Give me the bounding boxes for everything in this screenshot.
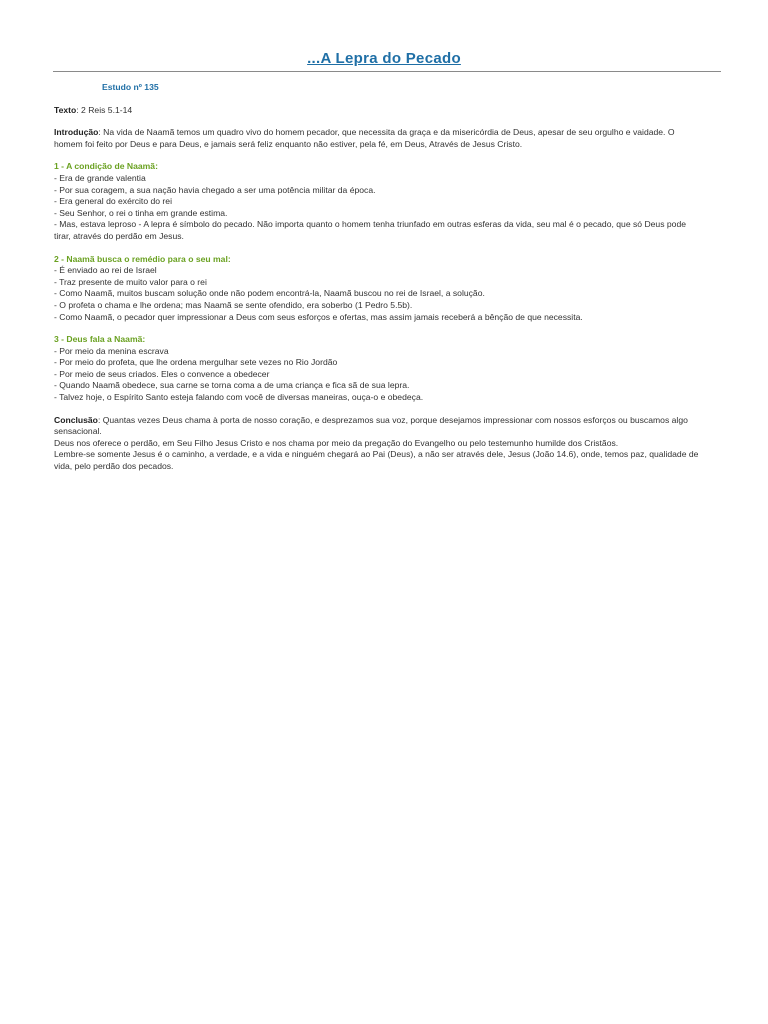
list-item: - Por meio da menina escrava xyxy=(54,345,169,356)
page-title: ...A Lepra do Pecado xyxy=(307,50,461,67)
list-item: - Por meio do profeta, que lhe ordena mergulhar sete vezes no Rio Jordão xyxy=(54,357,338,368)
list-item: - É enviado ao rei de Israel xyxy=(54,265,157,276)
section-list xyxy=(54,173,702,243)
list-item: - Era de grande valentia xyxy=(54,172,146,183)
section-1 xyxy=(54,161,702,242)
section-2 xyxy=(54,254,702,324)
conclusao-line: Lembre-se somente Jesus é o caminho, a verdade, e a vida e ninguém chegará ao Pai (Deus), a não ser através dele, Jesus (João 14.6), onde, temos paz, qualidade de vida, pelo perdão dos pecados. xyxy=(54,449,699,472)
section-heading: 3 - Deus fala a Naamã: xyxy=(54,334,146,345)
list-item: - Quando Naamã obedece, sua carne se torna coma a de uma criança e fica sã de sua lepra. xyxy=(54,380,410,391)
list-item: - Traz presente de muito valor para o rei xyxy=(54,276,207,287)
study-number: Estudo nº 135 xyxy=(102,82,159,92)
list-item: - Seu Senhor, o rei o tinha em grande estima. xyxy=(54,207,228,218)
title-divider xyxy=(53,71,721,72)
introducao-label: Introdução xyxy=(54,127,99,138)
conclusao-block xyxy=(54,415,702,473)
list-item: - Como Naamã, muitos buscam solução onde não podem encontrá-la, Naamã buscou no rei de Israel, a solução. xyxy=(54,288,485,299)
study-content xyxy=(54,82,702,473)
texto-label: Texto xyxy=(54,104,77,115)
conclusao-text: : Quantas vezes Deus chama à porta de nosso coração, e desprezamos sua voz, porque desejamos impressionar com nossos esforços ou buscamos algo sensacional. xyxy=(54,414,688,437)
list-item: - Talvez hoje, o Espírito Santo esteja falando com você de diversas maneiras, ouça-o e obedeça. xyxy=(54,392,424,403)
list-item: - Como Naamã, o pecador quer impressionar a Deus com seus esforços e ofertas, mas assim jamais receberá a bênção de que necessita. xyxy=(54,311,583,322)
section-3 xyxy=(54,334,702,404)
list-item: - O profeta o chama e lhe ordena; mas Naamã se sente ofendido, era soberbo (1 Pedro 5.5b). xyxy=(54,299,413,310)
section-list xyxy=(54,346,702,404)
texto-paragraph xyxy=(54,105,702,117)
list-item: - Por sua coragem, a sua nação havia chegado a ser uma potência militar da época. xyxy=(54,184,376,195)
list-item: - Por meio de seus criados. Eles o convence a obedecer xyxy=(54,368,270,379)
conclusao-line: Deus nos oferece o perdão, em Seu Filho Jesus Cristo e nos chama por meio da pregação do Evangelho ou pelo testemunho humilde dos Cristãos. xyxy=(54,437,619,448)
introducao-paragraph xyxy=(54,127,702,150)
conclusao-paragraph xyxy=(54,415,702,438)
list-item: - Era general do exército do rei xyxy=(54,196,172,207)
section-heading: 1 - A condição de Naamã: xyxy=(54,161,158,172)
section-heading: 2 - Naamã busca o remédio para o seu mal: xyxy=(54,253,231,264)
list-item: - Mas, estava leproso - A lepra é símbolo do pecado. Não importa quanto o homem tenha triunfado em outras esferas da vida, seu mal é o pecado, que só Deus pode tirar, através do perdão em Jesus. xyxy=(54,219,687,241)
conclusao-label: Conclusão xyxy=(54,414,98,425)
texto-value: : 2 Reis 5.1-14 xyxy=(76,104,133,115)
introducao-text: : Na vida de Naamã temos um quadro vivo do homem pecador, que necessita da graça e da misericórdia de Deus, apesar de seu orgulho e vaidade. O homem foi feito por Deus e para Deus, e jamais será feliz enquanto não estiver, pela fé, em Deus, Através de Jesus Cristo. xyxy=(54,127,675,149)
section-list xyxy=(54,265,702,323)
